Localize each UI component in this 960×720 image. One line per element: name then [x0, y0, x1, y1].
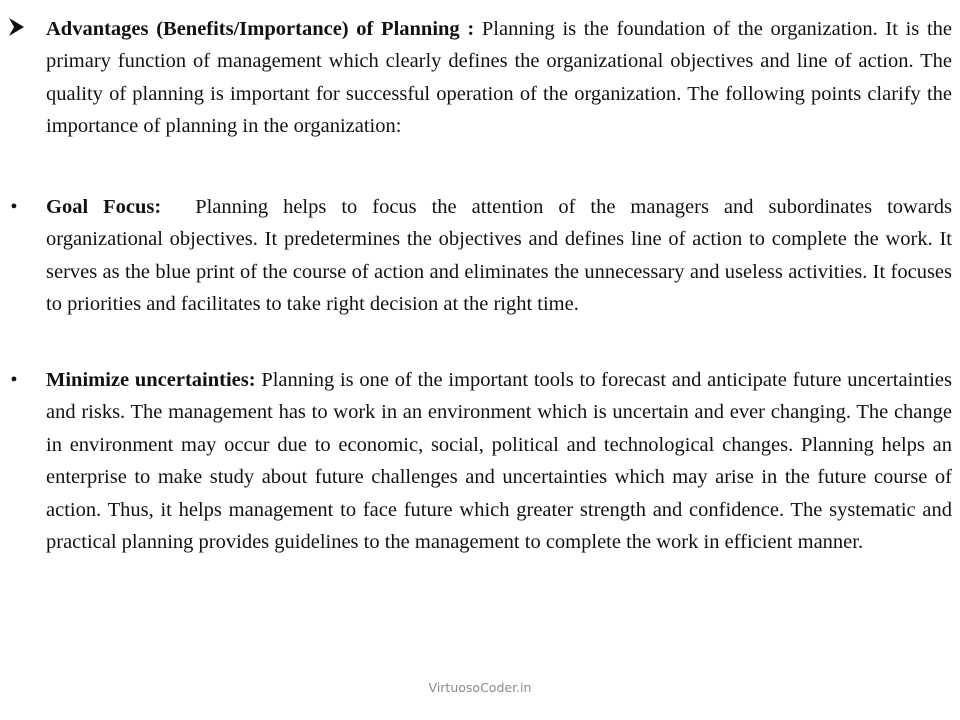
intro-heading: Advantages (Benefits/Importance) of Planning : — [46, 18, 475, 40]
arrow-bullet-icon — [8, 16, 26, 42]
point-heading: Goal Focus: — [46, 196, 162, 218]
bullet-marker: • — [10, 196, 18, 218]
point-goal-focus — [46, 191, 952, 321]
point-text: Planning helps to focus the attention of the managers and subordinates towards organizational objectives. It predetermines the objectives and defines line of action to complete the work. It serves as the blue print of the course of action and eliminates the unnecessary and useless activities. It focuses to priorities and facilitates to take right decision at the right time. — [46, 196, 953, 316]
point-heading: Minimize uncertainties: — [46, 369, 256, 391]
intro-paragraph — [46, 13, 952, 143]
footer-watermark: VirtuosoCoder.in — [428, 680, 532, 695]
bullet-marker: • — [10, 369, 18, 391]
intro-text: Planning is the foundation of the organization. It is the primary function of management which clearly defines the organizational objectives and line of action. The quality of planning is important for successful operation of the organization. The following points clarify the importance of planning in the organization: — [46, 18, 952, 138]
point-minimize-uncertainties — [46, 364, 952, 558]
point-text: Planning is one of the important tools to forecast and anticipate future uncertainties and risks. The management has to work in an environment which is uncertain and ever changing. The change in environment may occur due to economic, social, political and technological changes. Planning helps an enterprise to make study about future challenges and uncertainties which may arise in the future course of action. Thus, it helps management to face future which greater strength and confidence. The systematic and practical planning provides guidelines to the management to complete the work in efficient manner. — [46, 369, 953, 554]
